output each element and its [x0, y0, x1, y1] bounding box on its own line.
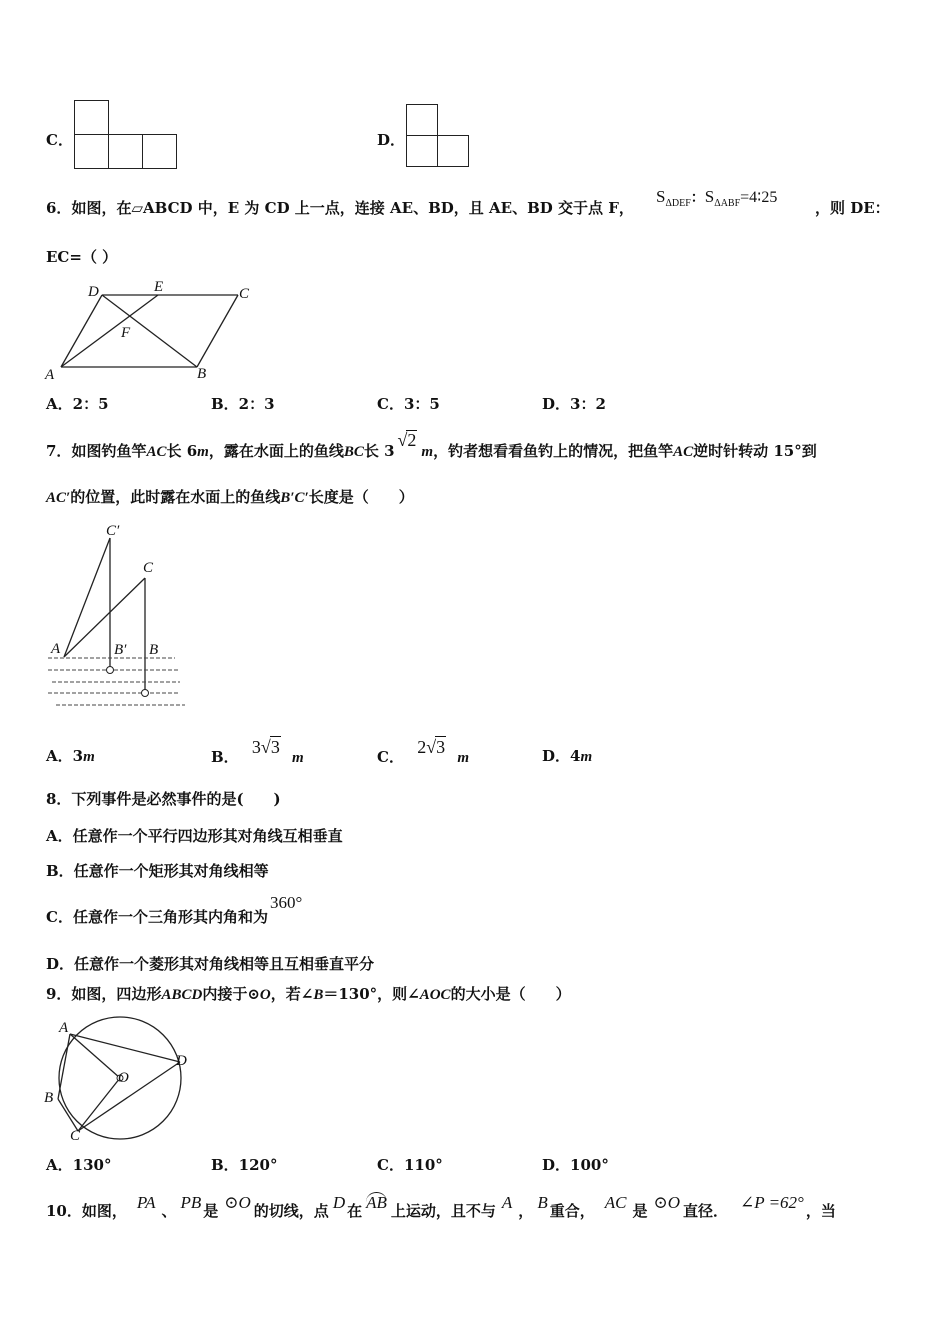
q7-label-b-prime: B′ [114, 642, 127, 658]
q8-option-a[interactable]: A．任意作一个平行四边形其对角线互相垂直 [46, 827, 343, 845]
q9-figure [40, 1012, 200, 1147]
parallelogram-symbol: ▱ [131, 201, 143, 217]
q9-label-d: D [176, 1053, 187, 1069]
q7-option-d[interactable]: D．4m [542, 747, 593, 765]
q6-label-f: F [121, 325, 131, 341]
q7-stem-line1: 7．如图钓鱼竿AC长 6m，露在水面上的鱼线BC长 3√2m，钓者想看看鱼钓上的情况，把鱼竿AC逆时针转动 15°到 [46, 430, 817, 460]
q9-option-b[interactable]: B．120° [211, 1156, 278, 1174]
q8-option-b[interactable]: B．任意作一个矩形其对角线相等 [46, 862, 269, 880]
q9-option-a[interactable]: A．130° [46, 1156, 112, 1174]
q9-option-c[interactable]: C．110° [377, 1156, 443, 1174]
q7-option-c[interactable]: C． 2√3 m [377, 737, 469, 766]
q6-stem-line2: EC=（ ） [46, 248, 118, 266]
q7-option-b[interactable]: B． 3√3 m [211, 737, 304, 766]
q5-option-d-figure [406, 104, 472, 170]
q9-label-o: O [118, 1070, 129, 1086]
q10-stem: 10．如图， PA 、 PB 是 ⊙O 的切线，点 D 在 AB 上运动，且不与 A ， B 重合， AC 是 ⊙O 直径． ∠P =62° ，当 [46, 1193, 836, 1220]
q9-option-d[interactable]: D．100° [542, 1156, 609, 1174]
q7-option-a[interactable]: A．3m [46, 747, 95, 765]
q9-stem: 9．如图，四边形ABCD内接于⊙O，若∠B＝130°，则∠AOC的大小是（ ） [46, 985, 571, 1003]
q6-option-d[interactable]: D．3：2 [542, 395, 606, 413]
q6-label-b: B [197, 366, 207, 382]
parallelogram-abcd [61, 295, 238, 367]
q5-option-c-figure [74, 100, 180, 170]
q6-figure [40, 275, 270, 385]
q7-label-a: A [51, 641, 61, 657]
q8-option-d[interactable]: D．任意作一个菱形其对角线相等且互相垂直平分 [46, 955, 375, 973]
q6-label-a: A [45, 367, 55, 383]
q9-label-a: A [59, 1020, 69, 1036]
q6-option-b[interactable]: B．2：3 [211, 395, 275, 413]
q8-option-c[interactable]: C．任意作一个三角形其内角和为360° [46, 893, 303, 926]
q5-option-d-label: D． [377, 131, 406, 149]
q8-stem: 8．下列事件是必然事件的是( ) [46, 790, 281, 808]
q6-option-c[interactable]: C．3：5 [377, 395, 440, 413]
q6-area-ratio: $S_{\Delta DEF}$：$S_{\Delta ABF}=4∶25$ [656, 187, 778, 209]
q6-stem-end: ，则 DE： [815, 199, 890, 217]
q6-number: 6． [46, 199, 72, 217]
q6-option-a[interactable]: A．2：5 [46, 395, 109, 413]
q7-label-b: B [149, 642, 159, 658]
q6-label-e: E [154, 279, 164, 295]
float-b-prime [107, 667, 114, 674]
q6-label-c: C [239, 286, 250, 302]
q6-stem: 6．如图，在▱ABCD 中，E 为 CD 上一点，连接 AE、BD，且 AE、BD 交于点 F， [46, 199, 634, 217]
q7-label-c: C [143, 560, 154, 576]
q6-label-d: D [88, 284, 99, 300]
q9-label-c: C [70, 1128, 81, 1144]
q7-label-c-prime: C′ [106, 523, 120, 539]
float-b [142, 690, 149, 697]
q7-figure [40, 520, 190, 710]
q9-label-b: B [44, 1090, 54, 1106]
q5-option-c-label: C． [46, 131, 73, 149]
q7-stem-line2: AC′的位置，此时露在水面上的鱼线B′C′长度是（ ） [46, 488, 414, 506]
water-surface-dashes [48, 658, 185, 705]
